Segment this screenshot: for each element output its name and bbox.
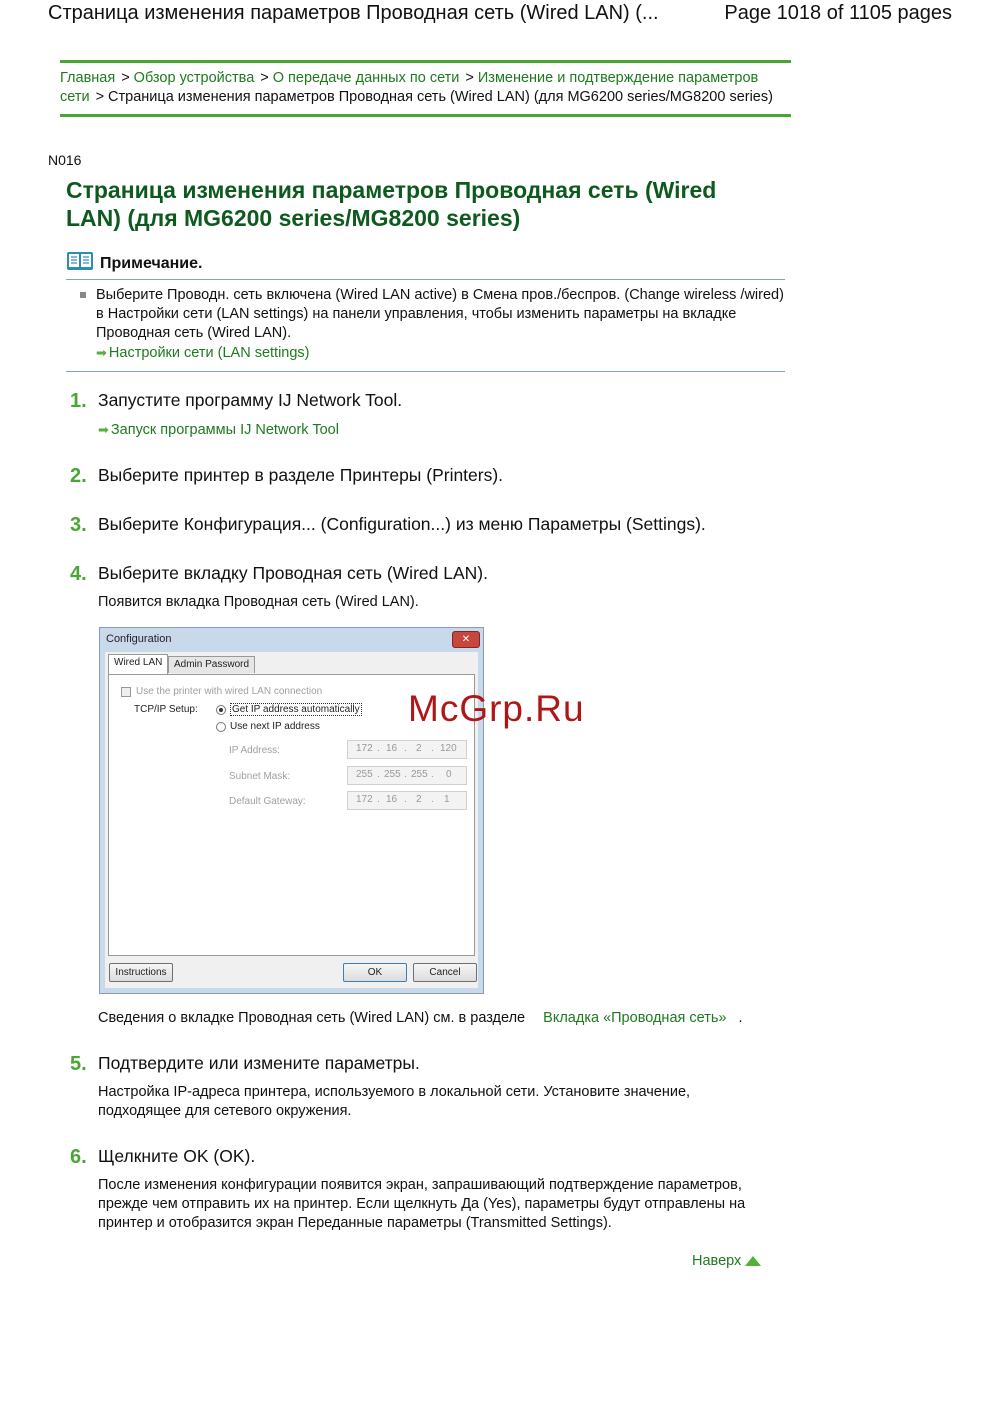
subnet-mask-field: 255 . 255 . 255 . 0 — [347, 766, 467, 785]
wired-lan-reference — [98, 1010, 743, 1026]
checkbox — [121, 687, 131, 697]
use-wired-lan-label: Use the printer with wired LAN connection — [136, 686, 323, 697]
breadcrumb-home[interactable]: Главная — [60, 70, 116, 86]
step-subtext: После изменения конфигурации появится экран, запрашивающий подтверждение параметров, прежде чем отправить их на принтер. Если щелкнуть Да (Yes), параметры будут отправлены на принтер и отобразится экран Переданные параметры (Transmitted Settings). — [98, 1177, 746, 1231]
note-box — [66, 250, 785, 372]
default-gateway-label: Default Gateway: — [229, 796, 306, 807]
use-next-ip-label: Use next IP address — [230, 721, 320, 732]
up-arrow-icon — [745, 1256, 761, 1266]
subnet-mask-label: Subnet Mask: — [229, 771, 291, 782]
reference-tail: . — [738, 1010, 743, 1026]
tcpip-setup-label: TCP/IP Setup: — [134, 704, 198, 715]
page-header-title: Страница изменения параметров Проводная сеть (Wired LAN) (... — [48, 2, 659, 24]
tab-wired-lan: Wired LAN — [108, 654, 168, 674]
step-text: Щелкните OK (OK). — [98, 1146, 256, 1166]
breadcrumb-change-settings[interactable]: Изменение и подтверждение параметров сети — [60, 70, 759, 105]
step-text: Подтвердите или измените параметры. — [98, 1053, 420, 1073]
step-text: Выберите Конфигурация... (Configuration...) из меню Параметры (Settings). — [98, 514, 706, 534]
breadcrumb — [60, 60, 791, 117]
step-number: 5. — [70, 1053, 87, 1075]
step-text: Выберите вкладку Проводная сеть (Wired LAN). — [98, 563, 488, 583]
step-text: Выберите принтер в разделе Принтеры (Printers). — [98, 465, 504, 485]
back-to-top[interactable] — [692, 1253, 761, 1269]
step-text: Запустите программу IJ Network Tool. — [98, 390, 403, 410]
reference-text: Сведения о вкладке Проводная сеть (Wired LAN) см. в разделе — [98, 1010, 526, 1026]
radio-unselected — [216, 722, 226, 732]
cancel-button: Cancel — [413, 963, 477, 982]
breadcrumb-current: Страница изменения параметров Проводная сеть (Wired LAN) (для MG6200 series/MG8200 series) — [108, 89, 773, 105]
ok-button: OK — [343, 963, 407, 982]
page-counter: Page 1018 of 1105 pages — [724, 2, 952, 24]
step-number: 4. — [70, 563, 87, 585]
default-gateway-field: 172 . 16 . 2 . 1 — [347, 791, 467, 810]
step-subtext: Настройка IP-адреса принтера, используемого в локальной сети. Установите значение, подходящее для сетевого окружения. — [98, 1084, 691, 1119]
note-content — [66, 280, 785, 372]
close-icon: ✕ — [452, 631, 480, 648]
breadcrumb-separator: > — [260, 70, 269, 86]
back-to-top-link[interactable]: Наверх — [692, 1253, 742, 1269]
get-ip-automatically-label: Get IP address automatically — [232, 704, 360, 715]
dialog-title: Configuration — [106, 633, 172, 645]
breadcrumb-separator: > — [121, 70, 130, 86]
ip-address-field: 172 . 16 . 2 . 120 — [347, 740, 467, 759]
breadcrumb-device-overview[interactable]: Обзор устройства — [133, 70, 255, 86]
step-subtext: Появится вкладка Проводная сеть (Wired LAN). — [98, 594, 419, 610]
step-number: 1. — [70, 390, 87, 412]
note-header — [66, 250, 785, 280]
note-text: Выберите Проводн. сеть включена (Wired LAN active) в Смена пров./беспров. (Change wireless /wired) в Настройки сети (LAN settings) на панели управления, чтобы изменить параметры на вкладке Проводная сеть (Wired LAN). — [96, 287, 784, 341]
lan-settings-link[interactable]: Настройки сети (LAN settings) — [108, 345, 310, 361]
bullet-square-icon — [80, 292, 86, 298]
page-title: Страница изменения параметров Проводная сеть (Wired LAN) (для MG6200 series/MG8200 series) — [66, 177, 717, 231]
tab-admin-password: Admin Password — [168, 656, 255, 673]
document-id: N016 — [48, 152, 82, 168]
step-number: 2. — [70, 465, 87, 487]
note-book-icon — [66, 250, 94, 277]
instructions-button: Instructions — [109, 963, 173, 982]
wired-lan-tab-link[interactable]: Вкладка «Проводная сеть» — [543, 1010, 727, 1026]
ip-address-label: IP Address: — [229, 745, 280, 756]
arrow-right-icon: ➡ — [98, 422, 109, 437]
watermark: McGrp.Ru — [408, 688, 585, 729]
step-number: 3. — [70, 514, 87, 536]
breadcrumb-separator: > — [465, 70, 474, 86]
step-number: 6. — [70, 1146, 87, 1168]
radio-selected — [216, 705, 226, 715]
breadcrumb-separator: > — [95, 89, 105, 105]
arrow-right-icon: ➡ — [96, 345, 107, 360]
breadcrumb-network[interactable]: О передаче данных по сети — [272, 70, 460, 86]
launch-ij-network-tool-link[interactable]: Запуск программы IJ Network Tool — [110, 422, 339, 438]
note-heading: Примечание. — [100, 254, 203, 272]
configuration-dialog-screenshot — [99, 627, 484, 994]
